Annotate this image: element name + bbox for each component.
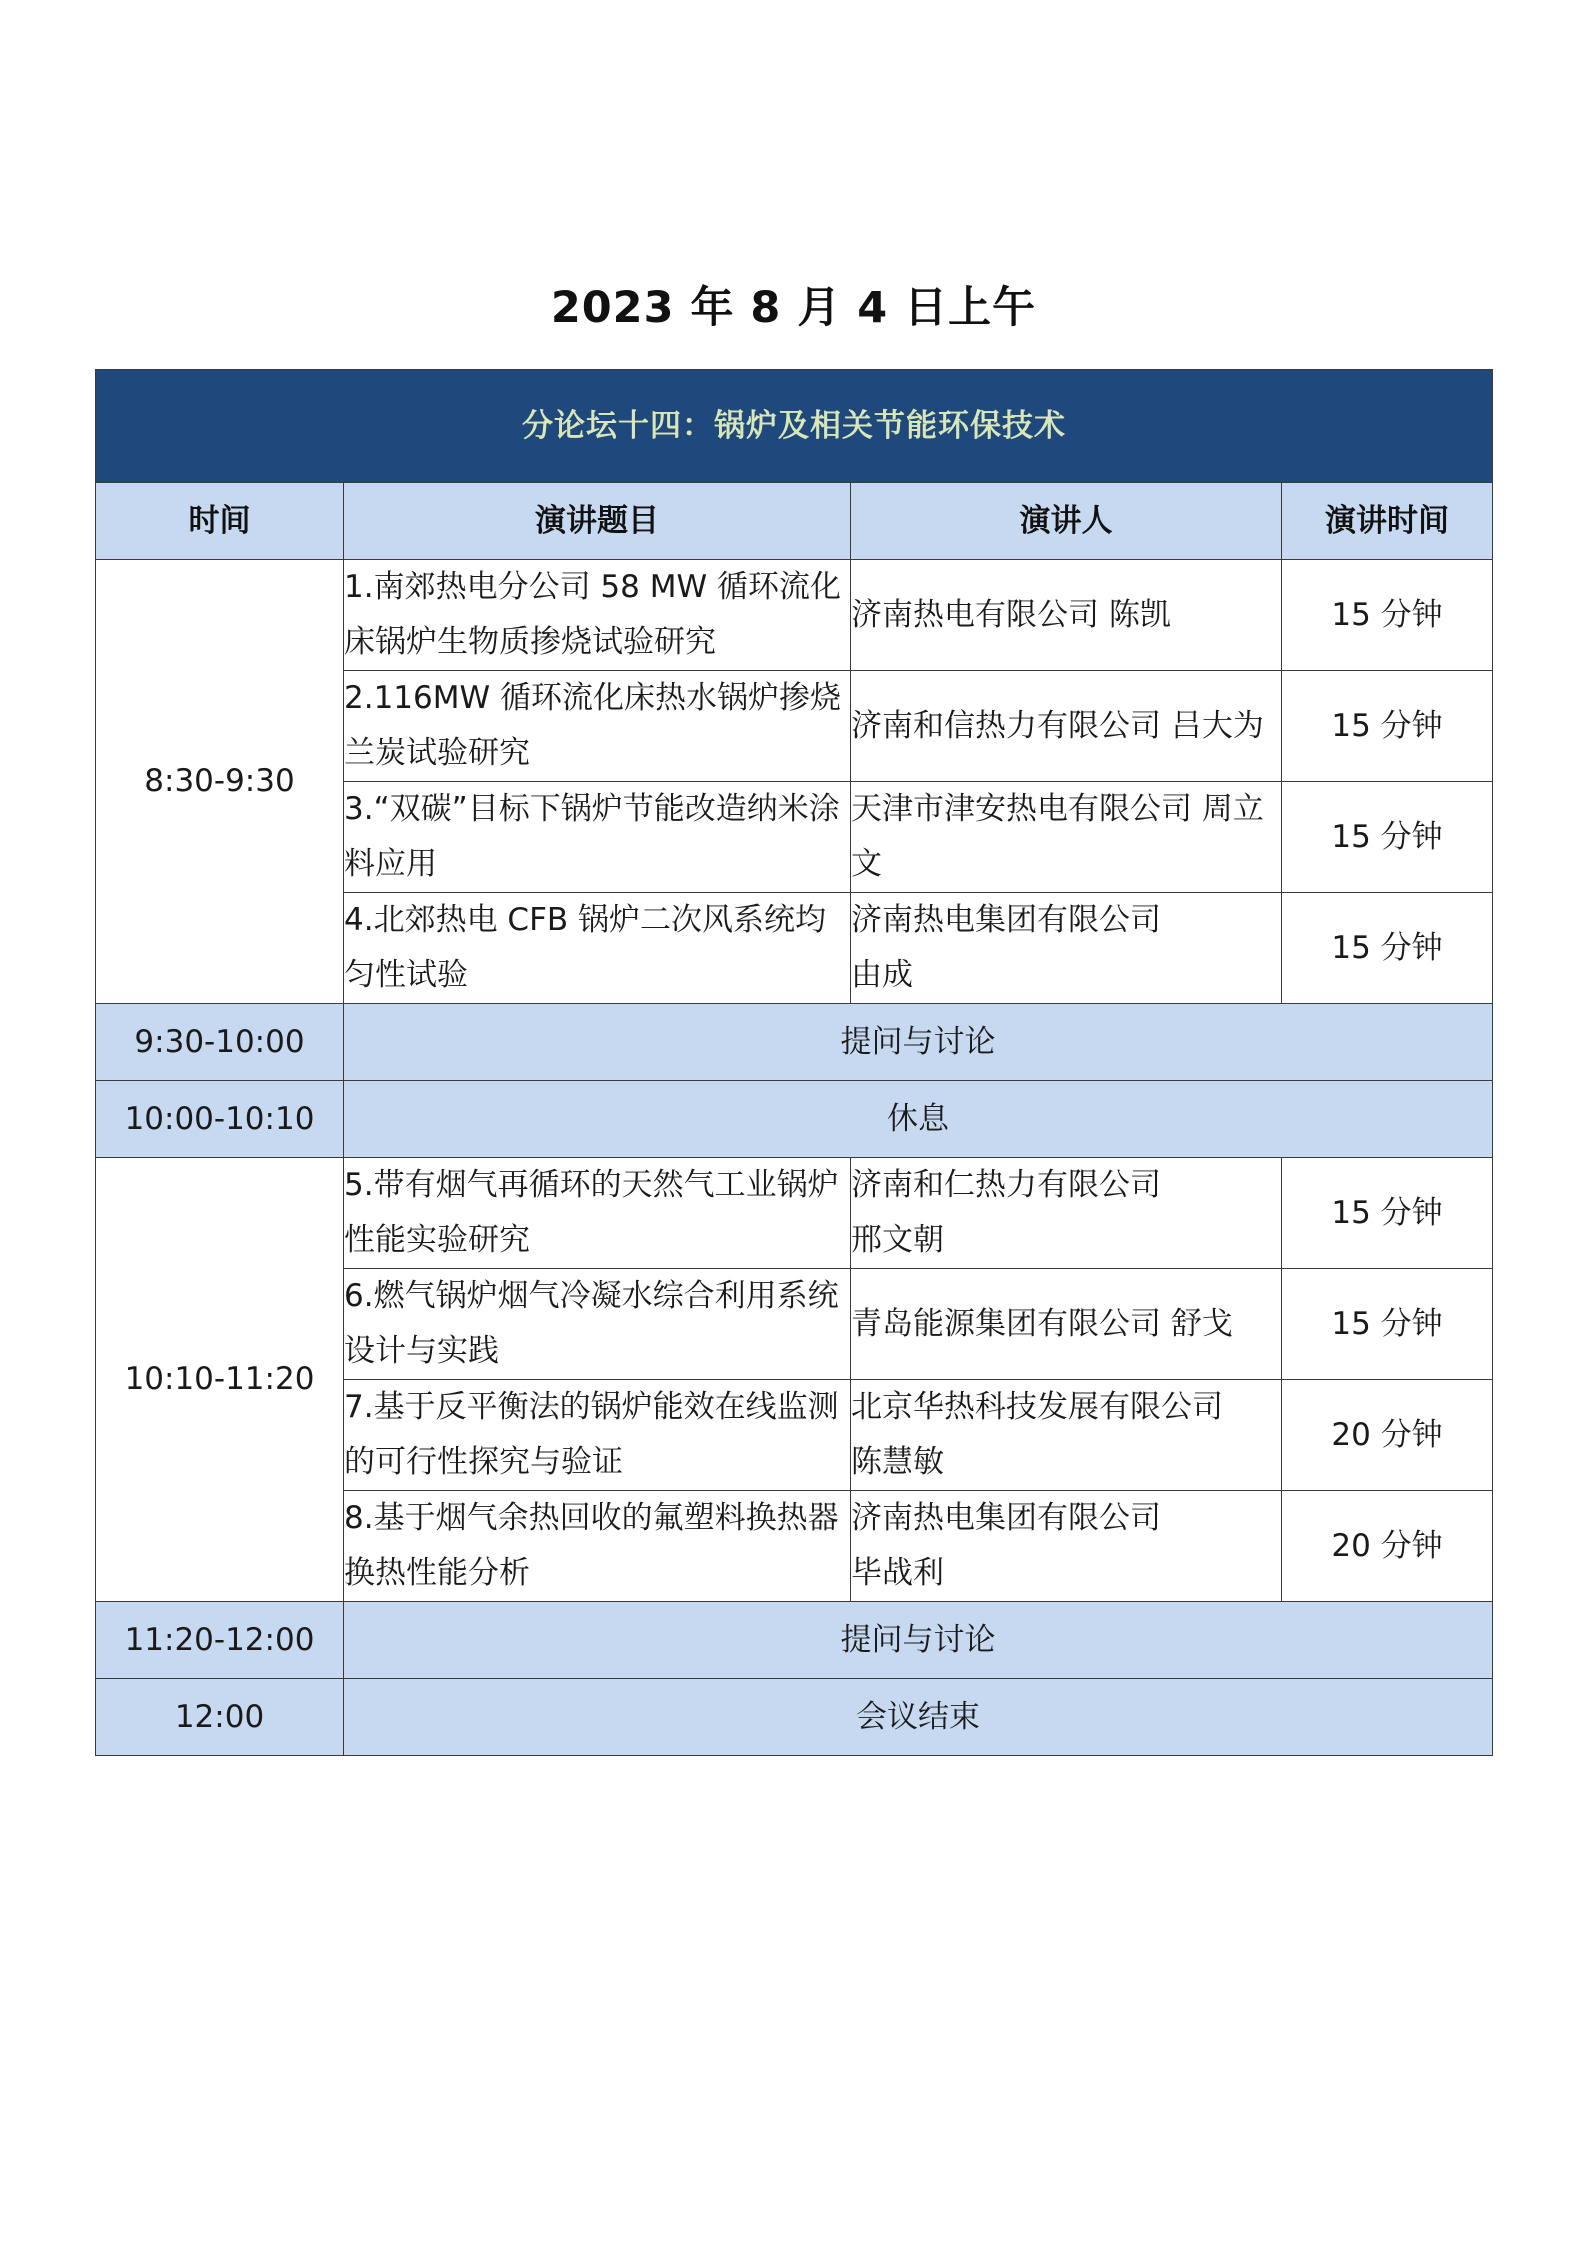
band-time: 12:00 bbox=[96, 1679, 344, 1756]
talk-duration: 15 分钟 bbox=[1282, 782, 1493, 893]
talk-topic: 8.基于烟气余热回收的氟塑料换热器换热性能分析 bbox=[344, 1491, 851, 1602]
talk-topic: 6.燃气锅炉烟气冷凝水综合利用系统设计与实践 bbox=[344, 1269, 851, 1380]
header-time: 时间 bbox=[96, 483, 344, 560]
table-row bbox=[96, 560, 1493, 671]
band-label: 提问与讨论 bbox=[344, 1004, 1493, 1081]
closing-row bbox=[96, 1679, 1493, 1756]
header-speaker: 演讲人 bbox=[851, 483, 1282, 560]
header-duration: 演讲时间 bbox=[1282, 483, 1493, 560]
forum-title: 分论坛十四：锅炉及相关节能环保技术 bbox=[96, 370, 1493, 483]
talk-speaker: 济南热电集团有限公司 由成 bbox=[851, 893, 1282, 1004]
agenda-table bbox=[95, 369, 1493, 1756]
table-row bbox=[96, 1158, 1493, 1269]
session-time: 8:30-9:30 bbox=[96, 560, 344, 1004]
talk-topic: 5.带有烟气再循环的天然气工业锅炉性能实验研究 bbox=[344, 1158, 851, 1269]
break-row bbox=[96, 1081, 1493, 1158]
band-time: 9:30-10:00 bbox=[96, 1004, 344, 1081]
talk-speaker: 济南和仁热力有限公司 邢文朝 bbox=[851, 1158, 1282, 1269]
discussion-row bbox=[96, 1602, 1493, 1679]
talk-topic: 4.北郊热电 CFB 锅炉二次风系统均匀性试验 bbox=[344, 893, 851, 1004]
discussion-row bbox=[96, 1004, 1493, 1081]
talk-topic: 3.“双碳”目标下锅炉节能改造纳米涂料应用 bbox=[344, 782, 851, 893]
talk-duration: 15 分钟 bbox=[1282, 1269, 1493, 1380]
band-label: 休息 bbox=[344, 1081, 1493, 1158]
talk-duration: 15 分钟 bbox=[1282, 1158, 1493, 1269]
header-topic: 演讲题目 bbox=[344, 483, 851, 560]
band-label: 会议结束 bbox=[344, 1679, 1493, 1756]
forum-title-row bbox=[96, 370, 1493, 483]
talk-speaker: 天津市津安热电有限公司 周立文 bbox=[851, 782, 1282, 893]
talk-topic: 1.南郊热电分公司 58 MW 循环流化床锅炉生物质掺烧试验研究 bbox=[344, 560, 851, 671]
talk-duration: 15 分钟 bbox=[1282, 893, 1493, 1004]
talk-speaker: 济南热电集团有限公司 毕战利 bbox=[851, 1491, 1282, 1602]
band-time: 10:00-10:10 bbox=[96, 1081, 344, 1158]
band-label: 提问与讨论 bbox=[344, 1602, 1493, 1679]
band-time: 11:20-12:00 bbox=[96, 1602, 344, 1679]
page-title: 2023 年 8 月 4 日上午 bbox=[550, 283, 1037, 333]
talk-speaker: 青岛能源集团有限公司 舒戈 bbox=[851, 1269, 1282, 1380]
talk-speaker: 济南和信热力有限公司 吕大为 bbox=[851, 671, 1282, 782]
talk-duration: 15 分钟 bbox=[1282, 671, 1493, 782]
session-time: 10:10-11:20 bbox=[96, 1158, 344, 1602]
talk-duration: 20 分钟 bbox=[1282, 1380, 1493, 1491]
talk-duration: 20 分钟 bbox=[1282, 1491, 1493, 1602]
talk-speaker: 济南热电有限公司 陈凯 bbox=[851, 560, 1282, 671]
talk-duration: 15 分钟 bbox=[1282, 560, 1493, 671]
table-header-row bbox=[96, 483, 1493, 560]
talk-speaker: 北京华热科技发展有限公司 陈慧敏 bbox=[851, 1380, 1282, 1491]
talk-topic: 7.基于反平衡法的锅炉能效在线监测的可行性探究与验证 bbox=[344, 1380, 851, 1491]
talk-topic: 2.116MW 循环流化床热水锅炉掺烧兰炭试验研究 bbox=[344, 671, 851, 782]
